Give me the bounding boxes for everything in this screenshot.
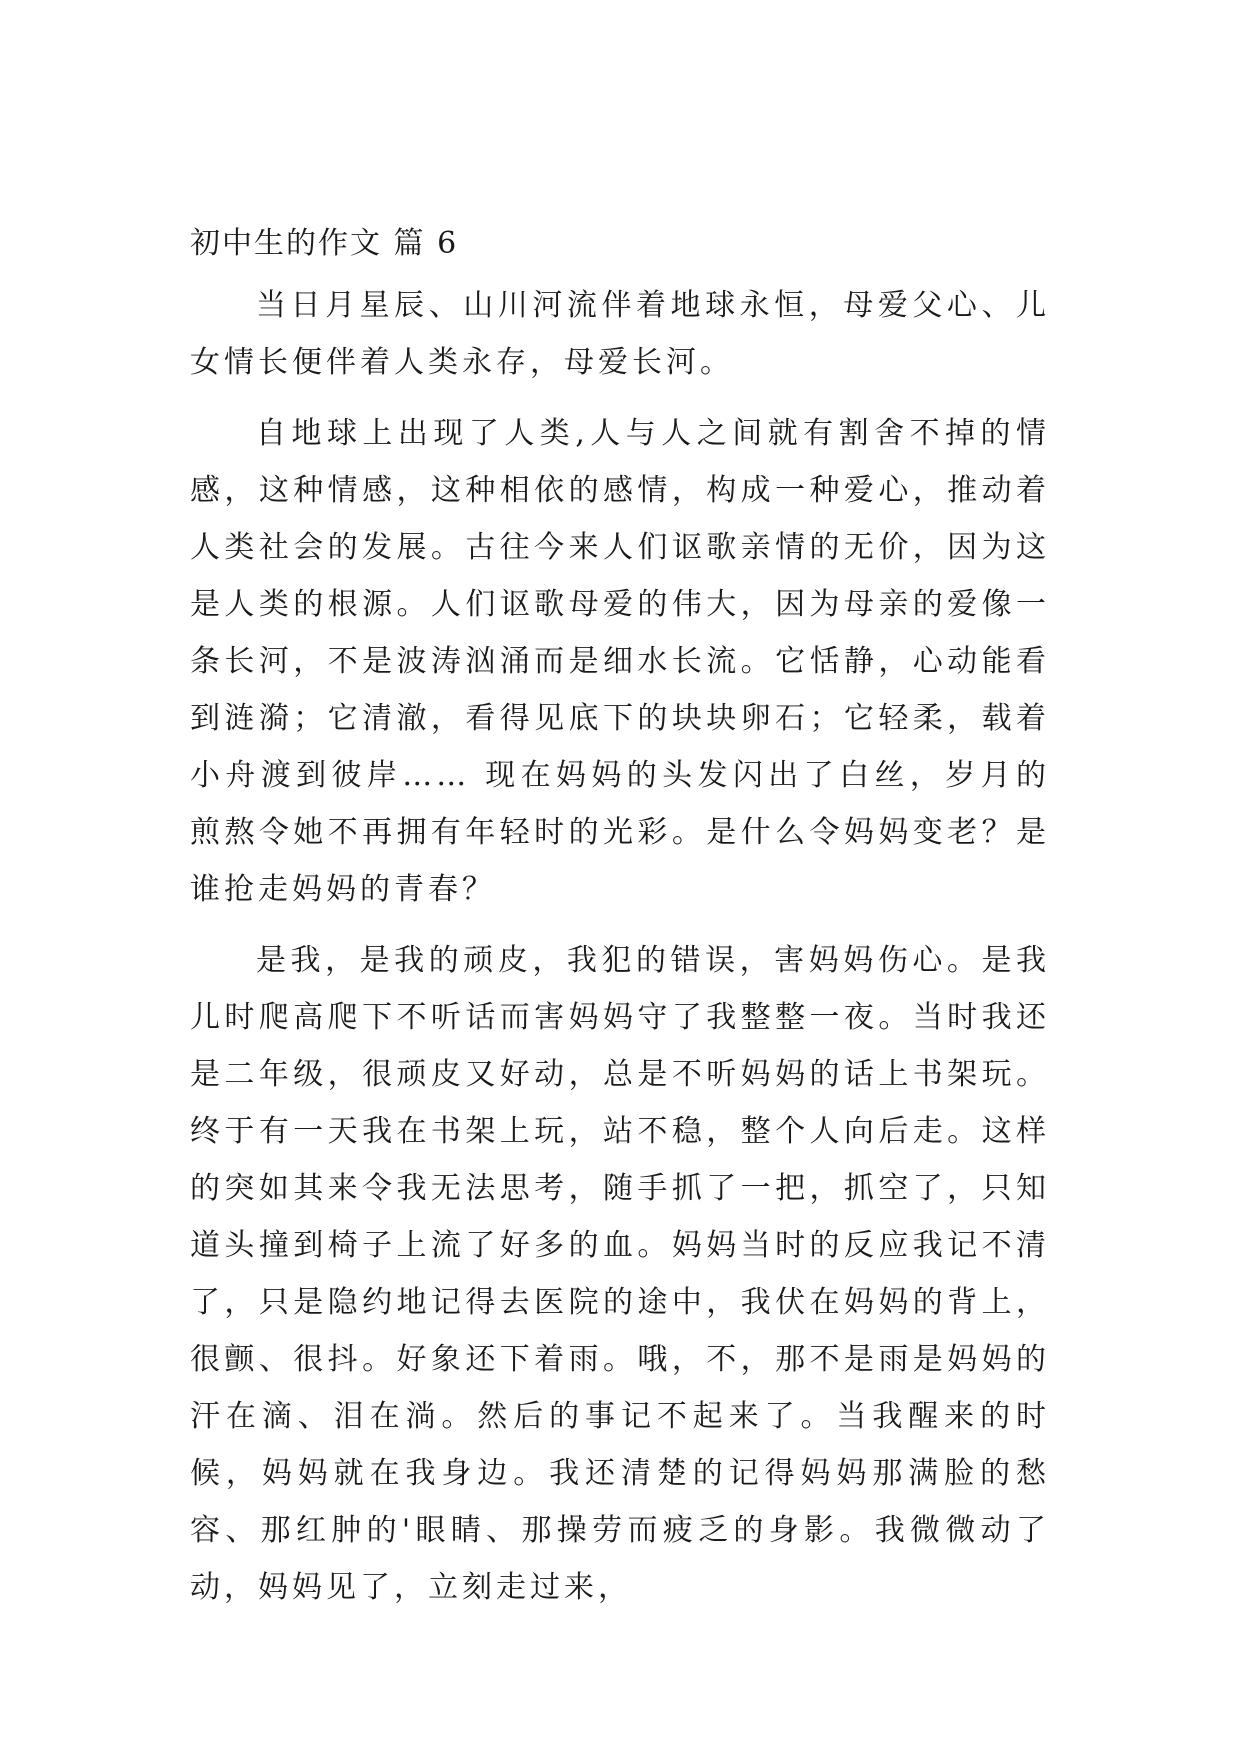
paragraph-3: 是我，是我的顽皮，我犯的错误，害妈妈伤心。是我儿时爬高爬下不听话而害妈妈守了我整整一夜。当时我还是二年级，很顽皮又好动，总是不听妈妈的话上书架玩。终于有一天我在书架上玩，站不稳，整个人向后走。这样的突如其来令我无法思考，随手抓了一把，抓空了，只知道头撞到椅子上流了好多的血。妈妈当时的反应我记不清了，只是隐约地记得去医院的途中，我伏在妈妈的背上，很颤、很抖。好象还下着雨。哦，不，那不是雨是妈妈的汗在滴、泪在淌。然后的事记不起来了。当我醒来的时候，妈妈就在我身边。我还清楚的记得妈妈那满脸的愁容、那红肿的'眼睛、那操劳而疲乏的身影。我微微动了动，妈妈见了，立刻走过来，	[190, 943, 1050, 1605]
paragraph-1: 当日月星辰、山川河流伴着地球永恒，母爱父心、儿女情长便伴着人类永存，母爱长河。	[190, 288, 1050, 380]
essay-title: 初中生的作文 篇 6	[190, 226, 459, 261]
paragraph-2: 自地球上出现了人类,人与人之间就有割舍不掉的情感，这种情感，这种相依的感情，构成一种爱心，推动着人类社会的发展。古往今来人们讴歌亲情的无价，因为这是人类的根源。人们讴歌母爱的伟大，因为母亲的爱像一条长河，不是波涛汹涌而是细水长流。它恬静，心动能看到涟漪；它清澈，看得见底下的块块卵石；它轻柔，载着小舟渡到彼岸…… 现在妈妈的头发闪出了白丝，岁月的煎熬令她不再拥有年轻时的光彩。是什么令妈妈变老？是谁抢走妈妈的青春？	[190, 416, 1050, 907]
document-body	[190, 224, 1050, 1616]
